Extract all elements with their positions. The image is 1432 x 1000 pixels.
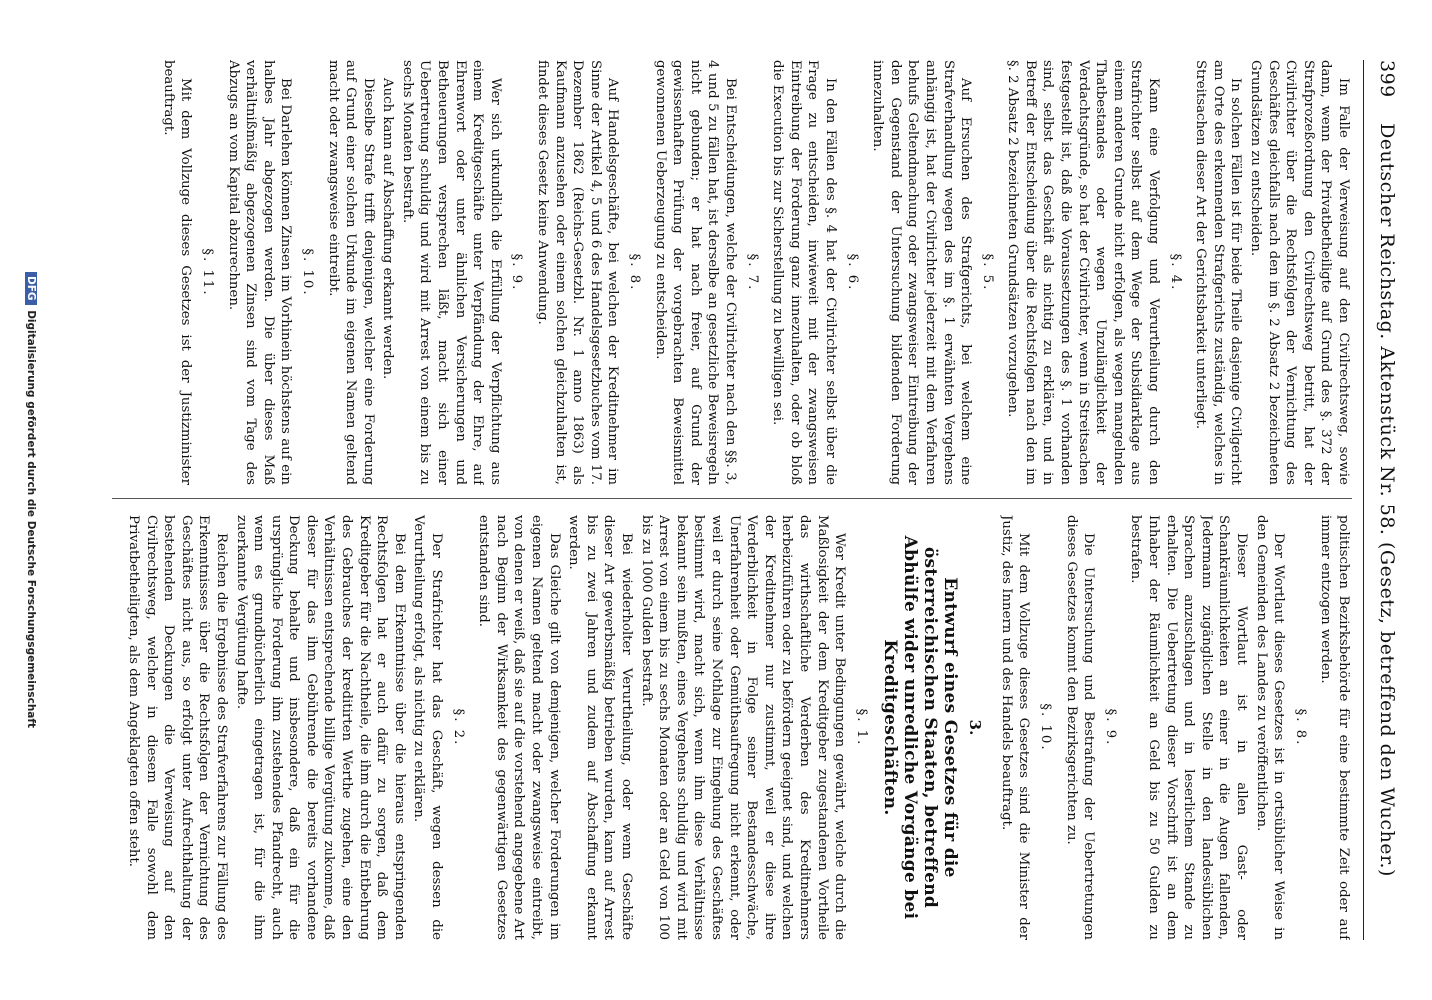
section-heading: §. 6. [844,253,860,292]
paragraph: Kann eine Verfolgung und Verurtheilung durch den Strafrichter selbst auf dem Wege der Subsidiarklage aus einem anderen Grunde nicht erfolgen, als wegen mangelnden Thatbestandes oder wegen Unzulänglichkeit der Verdachtsgründe, so hat der Civilrichter, wenn in Streitsachen festgestellt ist, daß die Voraussetzungen des §. 1 vorhanden sind, selbst das Geschäft als nichtig zu erklären, und in Betreff der Entscheidung über die Rechtsfolgen nach den im §. 2 Absatz 2 bezeichneten Grundsätzen vorzugehen. [1005,60,1162,485]
paragraph: politischen Bezirksbehörde für eine bestimmte Zeit oder auf immer entzogen werden. [1318,515,1351,940]
paragraph: Bei dem Erkenntnisse über die hieraus entspringenden Rechtsfolgen hat er auch dafür zu sorgen, daß dem Kreditgeber für die Nachtheile, die ihm durch die Entbehrung des Gebrauches der kreditirten Werthe zugehen, eine den Verhältnissen entsprechende billige Vergütung zukomme, daß dieser für das ihm Gebührende die bereits vorhandene Deckung behalte und insbesondere, daß ein für die ursprüngliche Forderung ihm zustehendes Pfandrecht, auch wenn es grundbücherlich eingetragen ist, für die ihm zuerkannte Vergütung hafte. [233,515,407,940]
section-heading: §. 10. [1038,703,1054,752]
paragraph: Im Falle der Verweisung auf den Civilrechtsweg, sowie dann, wenn der Privatbetheiligte auf Grund des §. 372 der Strafprozeßordnung den Civilrechtsweg betritt, hat der Civilrichter über die Rechtsfolgen der Vernichtung des Geschäftes gleichfalls nach den im §. 2 Absatz 2 bezeichneten Grundsätzen zu entscheiden. [1248,60,1351,485]
column-divider [112,498,1352,499]
section-heading: §. 4. [1167,253,1183,292]
paragraph: Der Strafrichter hat das Geschäft, wegen dessen die Verurtheilung erfolgt, als nichtig zu erklären. [411,515,445,940]
section-heading: §. 11. [199,248,215,297]
section-heading: §. 7. [744,253,760,292]
page-header [1372,60,1398,940]
right-column [102,515,1352,940]
header-rule [1363,60,1364,940]
paragraph: Das Gleiche gilt von demjenigen, welcher Forderungen im eigenen Namen geltend macht oder zwangsweise eintreibt, von denen er weiß, daß sie auf die vorstehend angegebene Art nach Beginn der Wirksamkeit des gegenwärtigen Gesetzes entstanden sind. [476,515,562,940]
paragraph: Reichen die Ergebnisse des Strafverfahrens zur Fällung des Erkenntnisses über die Rechtsfolgen der Vernichtung des Geschäftes nicht aus, so erfolgt unter Aufrechthaltung der bestehenden Deckungen die Verweisung auf den Civilrechtsweg, welcher in diesem Falle sowohl dem Privatbetheiligten, als dem Angeklagten offen steht. [125,515,229,940]
paragraph: Bei wiederholter Verurtheilung, oder wenn Geschäfte dieser Art gewerbsmäßig betrieben wurden, kann auf Arrest bis zu zwei Jahren und zudem auf Abschaffung erkannt werden. [566,515,634,940]
left-column [102,60,1352,485]
paragraph: Bei Darlehen können Zinsen im Vorhinein höchstens auf ein halbes Jahr abgezogen werden. Die über dieses Maß verhältnißmäßig abgezogenen Zinsen sind vom Tage des Abzugs an vom Kapital abzurechnen. [225,60,294,485]
paragraph: Dieselbe Strafe trifft denjenigen, welcher eine Forderung auf Grund einer solchen Urkunde im eigenen Namen geltend macht oder zwangsweise eintreibt. [325,60,376,485]
section-heading: §. 8. [627,253,643,292]
paragraph: Wer Kredit unter Bedingungen gewährt, welche durch die Maßlosigkeit der dem Kreditgeber zugestandenen Vortheile das wirthschaftliche Verderben des Kreditnehmers herbeizuführen oder zu befördern geeignet sind, und welchen der Kreditnehmer nur zustimmt, weil er diese ihre Verderblichkeit in Folge seiner Bestandesschwäche, Unerfahrenheit oder Gemüthsaufregung nicht erkennt, oder weil er durch seine Nothlage zur Eingehung des Geschäftes bestimmt wird, macht sich, wenn ihm diese Verhältnisse bekannt sein mußten, eines Vergehens schuldig und wird mit Arrest von einem bis zu sechs Monaten oder an Geld von 100 bis zu 1000 Gulden bestraft. [638,515,848,940]
paragraph: Mit dem Vollzuge dieses Gesetzes ist der Justizminister beauftragt. [160,60,194,485]
page-number: 399 [1376,60,1398,98]
paragraph: Wer sich urkundlich die Erfüllung der Verpflichtung aus einem Kreditgeschäfte unter Verpfändung der Ehre, auf Ehrenwort oder unter ähnlichen Versicherungen und Betheuerungen versprechen läßt, macht sich einer Uebertretung schuldig und wird mit Arrest von einem bis zu sechs Monaten bestraft. [399,60,503,485]
dfg-logo: DFG [25,272,37,305]
section-heading: §. 10. [299,248,315,297]
paragraph: In den Fällen des §. 4 hat der Civilrichter selbst über die Frage zu entscheiden, inwieweit mit der zwangsweisen Eintreibung der Forderung ganz innezuhalten, oder ob bloß die Execution bis zur Sicherstellung zu bewilligen sei. [770,60,838,485]
section-heading: §. 1. [853,708,869,747]
digitization-text: Digitalisierung gefördert durch die Deutsche Forschungsgemeinschaft [25,310,37,728]
paragraph: Die Untersuchung und Bestrafung der Uebertretungen dieses Gesetzes kommt den Bezirksgerichten zu. [1063,515,1097,940]
section-heading: §. 2. [450,708,466,747]
paragraph: Auch kann auf Abschaffung erkannt werden. [380,78,396,380]
paragraph: Auf Ersuchen des Strafgerichts, bei welchem eine Strafverhandlung wegen des im §. 1 erwähnten Vergehens anhängig ist, hat der Civilrichter jederzeit mit dem Verfahren behufs Geltendmachung oder zwangsweiser Eintreibung der den Gegenstand der Untersuchung bildenden Forderung innezuhalten. [870,60,974,485]
paragraph: In solchen Fällen ist für beide Theile dasjenige Civilgericht am Orte des erkennenden Strafgerichts zuständig, welches in Streitsachen dieser Art der Gerichtsbarkeit unterliegt. [1193,60,1244,485]
section-heading: §. 8. [1292,708,1308,747]
paragraph: Auf Handelsgeschäfte, bei welchen der Kreditnehmer im Sinne der Artikel 4, 5 und 6 des Handelsgesetzbuches vom 17. Dezember 1862 (Reichs-Gesetzbl. Nr. 1 anno 1863) als Kaufmann anzusehen oder einem solchen gleichzuhalten ist, findet dieses Gesetz keine Anwendung. [535,60,621,485]
section-heading: §. 5. [979,253,995,292]
running-title: Deutscher Reichstag. Aktenstück Nr. 58. (Gesetz, betreffend den Wucher.) [1376,123,1398,877]
section-heading: §. 9. [1102,708,1118,747]
paragraph: Dieser Wortlaut ist in allen Gast- oder Schankräumlichkeiten an einer in die Augen fallenden, Jedermann zugänglichen Stelle in den landesüblichen Sprachen anzuschlagen und in leserlichem Stande zu erhalten. Die Uebertretung dieser Vorschrift ist an dem Inhaber der Räumlichkeit an Geld bis zu 50 Gulden zu bestrafen. [1128,515,1250,940]
digitization-note [13,0,37,1000]
paragraph: Der Wortlaut dieses Gesetzes ist in ortsüblicher Weise in den Gemeinden des Landes zu veröffentlichen. [1253,515,1287,940]
paragraph: Mit dem Vollzuge dieses Gesetzes sind die Minister der Justiz, des Innern und des Handels beauftragt. [998,515,1032,940]
section-heading: §. 9. [509,253,525,292]
document-heading: Entwurf eines Gesetzes für die österreichischen Staaten, betreffend Abhülfe wider unredliche Vorgänge bei Kreditgeschäften. [879,535,960,920]
document-number: 3. [966,719,985,736]
paragraph: Bei Entscheidungen, welche der Civilrichter nach den §§. 3, 4 und 5 zu fällen hat, ist derselbe an gesetzliche Beweisregeln nicht gebunden; er hat nach freier, auf Grund der gewissenhaften Prüfung der vorgebrachten Beweismittel gewonnenen Ueberzeugung zu entscheiden. [652,60,738,485]
